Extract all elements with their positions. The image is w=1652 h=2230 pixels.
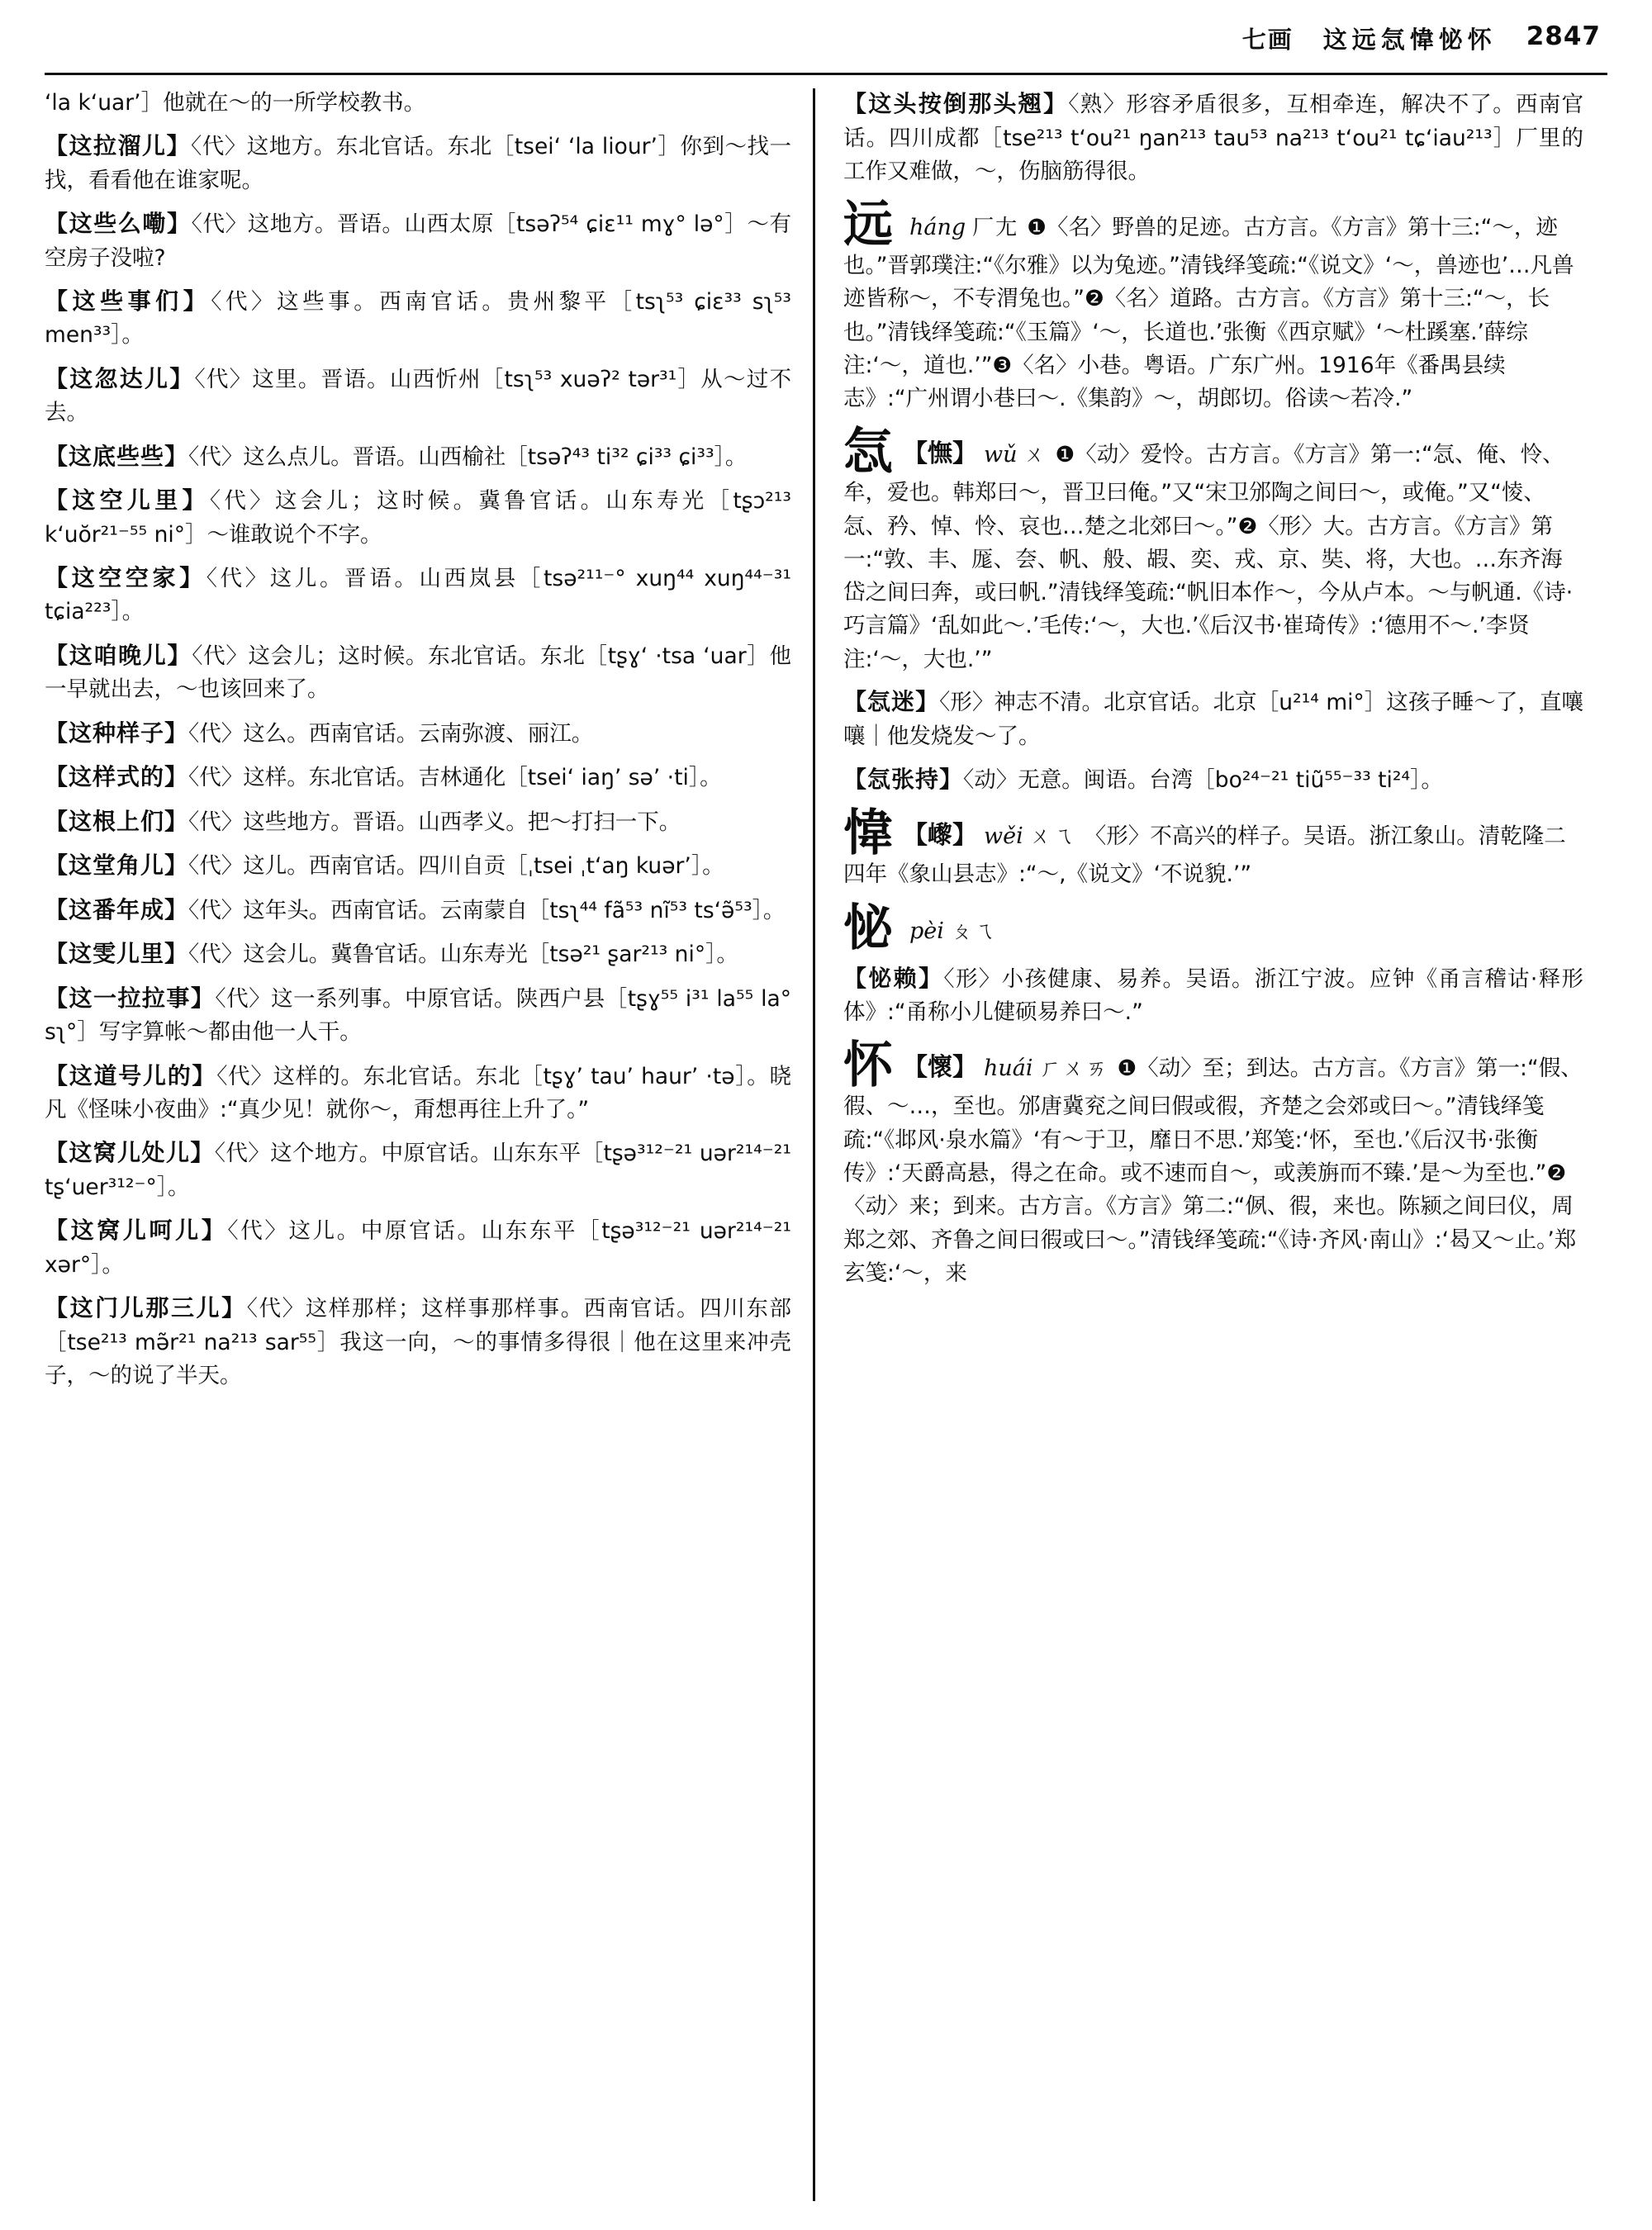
head-character: 怀 [843,1037,895,1095]
running-head-chars: 这远忥愇怭怀 [1322,26,1497,54]
zhuyin: ㄏㄨㄞ [1039,1056,1109,1082]
right-column [815,87,1583,2201]
head-character: 怭 [843,899,895,957]
entry-body: 〈代〉这年头。西南官话。云南蒙自［tsʅ⁴⁴ fã⁵³ nĩ⁵³ ts‘ə̃⁵³］。 [188,897,786,923]
entry-body: 〈代〉这些地方。晋语。山西孝义。把～打扫一下。 [188,809,681,835]
entry-body: ❶〈动〉至；到达。古方言。《方言》第一:“假、徦、～…，至也。邠唐冀兖之间曰假或徦，齐楚之会郊或曰～。”清钱绎笺疏:“《邶风·泉水篇》‘有～于卫，靡日不思.’郑笺:‘怀，至也.’《后汉书·张衡传》:‘天爵高悬，得之在命。或不速而自～，或羡旃而不臻.’是～为至也.”❷〈动〉来；到来。古方言。《方言》第二:“㑉、徦，来也。陈颍之间曰仪，周郑之郊、齐鲁之间曰徦或曰～。”清钱绎笺疏:“《诗·齐风·南山》:‘曷又～止。’郑玄笺:‘～，来 [843,1056,1583,1286]
entry-body: 〈代〉这地方。晋语。山西太原［tsəʔ⁵⁴ ɕiɛ¹¹ mɣ° lə°］～有空房子没啦? [45,211,791,271]
entry-headword: 【这番年成】 [45,895,189,923]
pinyin: huái [984,1056,1033,1082]
dictionary-entry [843,87,1583,188]
entry-body: 〈代〉这地方。东北官话。东北［tsei‘ ‘la liour’］你到～找一找，看看他在谁家呢。 [45,134,791,193]
entry-body: ❶〈动〉爱怜。古方言。《方言》第一:“忥、俺、怜、牟，爱也。韩郑曰～，晋卫曰俺。”又“宋卫邠陶之间曰～，或俺。”又“㥄、忥、矜、悼、怜、哀也…楚之北郊曰～。”❷〈形〉大。古方言。《方言》第一:“敦、丰、厖、夽、帆、般、嘏、奕、戎、京、奘、将，大也。…东齐海岱之间曰奔，或曰帆.”清钱绎笺疏:“帆旧本作～，今从卢本。～与帆通.《诗·巧言篇》‘乱如此～.’毛传:‘～，大也.’《后汉书·崔琦传》:‘德用不～.’李贤注:‘～，大也.’” [843,442,1574,672]
dictionary-entry [843,961,1583,1030]
entry-headword: 【忥迷】 [843,688,940,715]
dictionary-entry [45,129,791,197]
entry-body: 〈代〉这样那样；这样事那样事。西南官话。四川东部［tse²¹³ mə̃r²¹ na²¹³ sar⁵⁵］我这一向，～的事情多得很｜他在这里来冲壳子，～的说了半天。 [45,1296,791,1388]
dictionary-entry [45,937,791,972]
entry-body: 〈代〉这儿。晋语。山西岚县［tsə²¹¹⁻° xuŋ⁴⁴ xuŋ⁴⁴⁻³¹ tɕia²²³］。 [45,565,791,625]
entry-headword: 【这些事们】 [45,287,211,315]
entry-body: 〈代〉这么点儿。晋语。山西榆社［tsəʔ⁴³ ti³² ɕi³³ ɕi³³］。 [188,444,748,470]
dictionary-entry [843,685,1583,753]
dictionary-entry [45,284,791,353]
entry-body: 〈代〉这样的。东北官话。东北［tʂɣ’ tau’ haur’ ·tə］。晓凡《怪味小夜曲》:“真少见！就你～，甭想再往上升了。” [45,1063,791,1123]
entry-headword: 【这门儿那三儿】 [45,1294,247,1322]
entry-headword: 【这拉溜儿】 [45,132,192,160]
variant-character: 【懷】 [903,1053,977,1083]
entry-body: 〈代〉这会儿；这时候。冀鲁官话。山东寿光［tʂɔ²¹³ k‘uŏr²¹⁻⁵⁵ ni°］～谁敢说个不字。 [45,488,791,548]
head-character: 愇 [843,804,895,863]
dictionary-entry [45,1291,791,1393]
entry-body: 〈熟〉形容矛盾很多，互相牵连，解决不了。西南官话。四川成都［tse²¹³ t‘ou²¹ ŋan²¹³ tau⁵³ na²¹³ t‘ou²¹ tɕ‘iau²¹³］厂里的工作又难做，～，伤脑筋得很。 [843,92,1583,184]
page-number: 2847 [1526,21,1601,51]
zhuyin: ㄨ [1023,443,1047,468]
pinyin: wǔ [984,442,1018,468]
zhuyin: ㄆㄟ [950,918,997,944]
pinyin: háng [909,215,966,241]
entry-body: 〈代〉这样。东北官话。吉林通化［tsei‘ iaŋ’ sə’ ·ti］。 [188,765,722,791]
character-entry-pei [843,899,1583,957]
running-head [45,21,1607,68]
dictionary-entry [45,638,791,707]
entry-headword: 【这道号儿的】 [45,1061,217,1089]
entry-body: 〈形〉小孩健康、易养。吴语。浙江宁波。应钟《甬言稽诂·释形体》:“甬称小儿健硕易养曰～.” [843,966,1583,1026]
entry-headword: 【这种样子】 [45,719,189,747]
zhuyin: 厂尢 [972,216,1019,241]
entry-body: 〈代〉这里。晋语。山西忻州［tsʅ⁵³ xuəʔ² tər³¹］从～过不去。 [45,366,791,426]
entry-headword: 【这样式的】 [45,763,189,791]
dictionary-entry [45,362,791,430]
entry-headword: 【这一拉拉事】 [45,984,216,1012]
running-head-section: 七画 [1241,26,1294,54]
entry-body: 〈代〉这会儿。冀鲁官话。山东寿光［tsə²¹ ʂar²¹³ ni°］。 [188,942,738,968]
entry-body: ❶〈名〉野兽的足迹。古方言。《方言》第十三:“～，迹也。”晋郭璞注:“《尔雅》以为兔迹。”清钱绎笺疏:“《说文》‘～，兽迹也’…凡兽迹皆称～，不专渭兔也。”❷〈名〉道路。古方言。《方言》第十三:“～，长也。”清钱绎笺疏:“《玉篇》‘～，长道也.’张衡《西京赋》‘～杜蹊塞.’薛综注:‘～，道也.’”❸〈名〉小巷。粤语。广东广州。1916年《番禺县续志》:“广州谓小巷曰～.《集韵》～，胡郎切。俗读～若冷.” [843,215,1574,412]
character-entry-wei [843,804,1583,891]
continuation-line: ‘la k‘uar’］他就在～的一所学校教书。 [45,90,426,116]
dictionary-entry [45,760,791,795]
dictionary-entry [45,848,791,884]
entry-headword: 【怭赖】 [843,964,944,992]
entry-headword: 【这些么嘞】 [45,210,192,238]
dictionary-entry [843,762,1583,798]
pinyin: wěi [984,823,1023,850]
entry-headword: 【这堂角儿】 [45,852,189,880]
header-rule [45,73,1607,75]
dictionary-entry [45,893,791,928]
variant-character: 【㠟】 [903,821,977,851]
entry-headword: 【这底些些】 [45,442,189,470]
zhuyin: ㄨㄟ [1029,824,1076,850]
entry-headword: 【这头按倒那头翘】 [843,90,1069,117]
entry-headword: 【这空空家】 [45,563,206,591]
dictionary-entry [45,561,791,629]
entry-body: 〈代〉这么。西南官话。云南弥渡、丽江。 [188,720,594,747]
dictionary-entry [45,1059,791,1127]
body-columns [45,87,1607,2201]
entry-body: 〈代〉这些事。西南官话。贵州黎平［tsʅ⁵³ ɕiɛ³³ sʅ⁵³ men³³］。 [45,288,791,349]
dictionary-entry [45,1213,791,1282]
entry-headword: 【这窝儿呵儿】 [45,1217,228,1245]
entry-headword: 【这窝儿处儿】 [45,1139,215,1167]
head-character: 远 [843,196,895,254]
dictionary-entry [45,1136,791,1204]
entry-headword: 【这空儿里】 [45,486,210,515]
entry-body: 〈形〉不高兴的样子。吴语。浙江象山。清乾隆二四年《象山县志》:“～,《说文》‘不说貌.’” [843,823,1566,888]
entry-body: 〈动〉无意。闽语。台湾［bo²⁴⁻²¹ tiũ⁵⁵⁻³³ ti²⁴］。 [963,766,1443,793]
dictionary-entry [45,804,791,840]
dictionary-entry [45,716,791,752]
left-column [45,87,813,2201]
entry-headword: 【这雯儿里】 [45,940,189,968]
dictionary-entry [45,439,791,475]
dictionary-entry [45,483,791,552]
character-entry-hang [843,196,1583,415]
entry-body: 〈代〉这儿。中原官话。山东东平［tʂə³¹²⁻²¹ uər²¹⁴⁻²¹ xər°］。 [45,1218,791,1278]
entry-headword: 【这咱晚儿】 [45,641,192,669]
entry-body: 〈代〉这儿。西南官话。四川自贡［ˌtsei ˌt‘aŋ kuər’］。 [188,853,724,880]
entry-headword: 【这忽达儿】 [45,364,195,392]
entry-body: 〈代〉这会儿；这时候。东北官话。东北［tʂɣ‘ ·tsa ‘uar］他一早就出去，～也该回来了。 [45,643,791,703]
character-entry-wu [843,423,1583,676]
character-entry-huai [843,1037,1583,1290]
head-character: 忥 [843,423,895,482]
pinyin: pèi [909,918,944,944]
dictionary-entry [45,981,791,1050]
entry-body: 〈代〉这一系列事。中原官话。陕西户县［tʂɣ⁵⁵ i³¹ la⁵⁵ la° sʅ°］写字算帐～都由他一人干。 [45,985,791,1046]
entry-headword: 【这根上们】 [45,807,189,835]
entry-headword: 【忥张持】 [843,765,964,793]
entry-body: 〈形〉神志不清。北京官话。北京［u²¹⁴ mi°］这孩子睡～了，直嚷嚷｜他发烧发～了。 [843,690,1583,749]
variant-character: 【憮】 [903,439,977,469]
entry-body: 〈代〉这个地方。中原官话。山东东平［tʂə³¹²⁻²¹ uər²¹⁴⁻²¹ tʂ‘uer³¹²⁻°］。 [45,1141,791,1200]
dictionary-entry [45,206,791,275]
